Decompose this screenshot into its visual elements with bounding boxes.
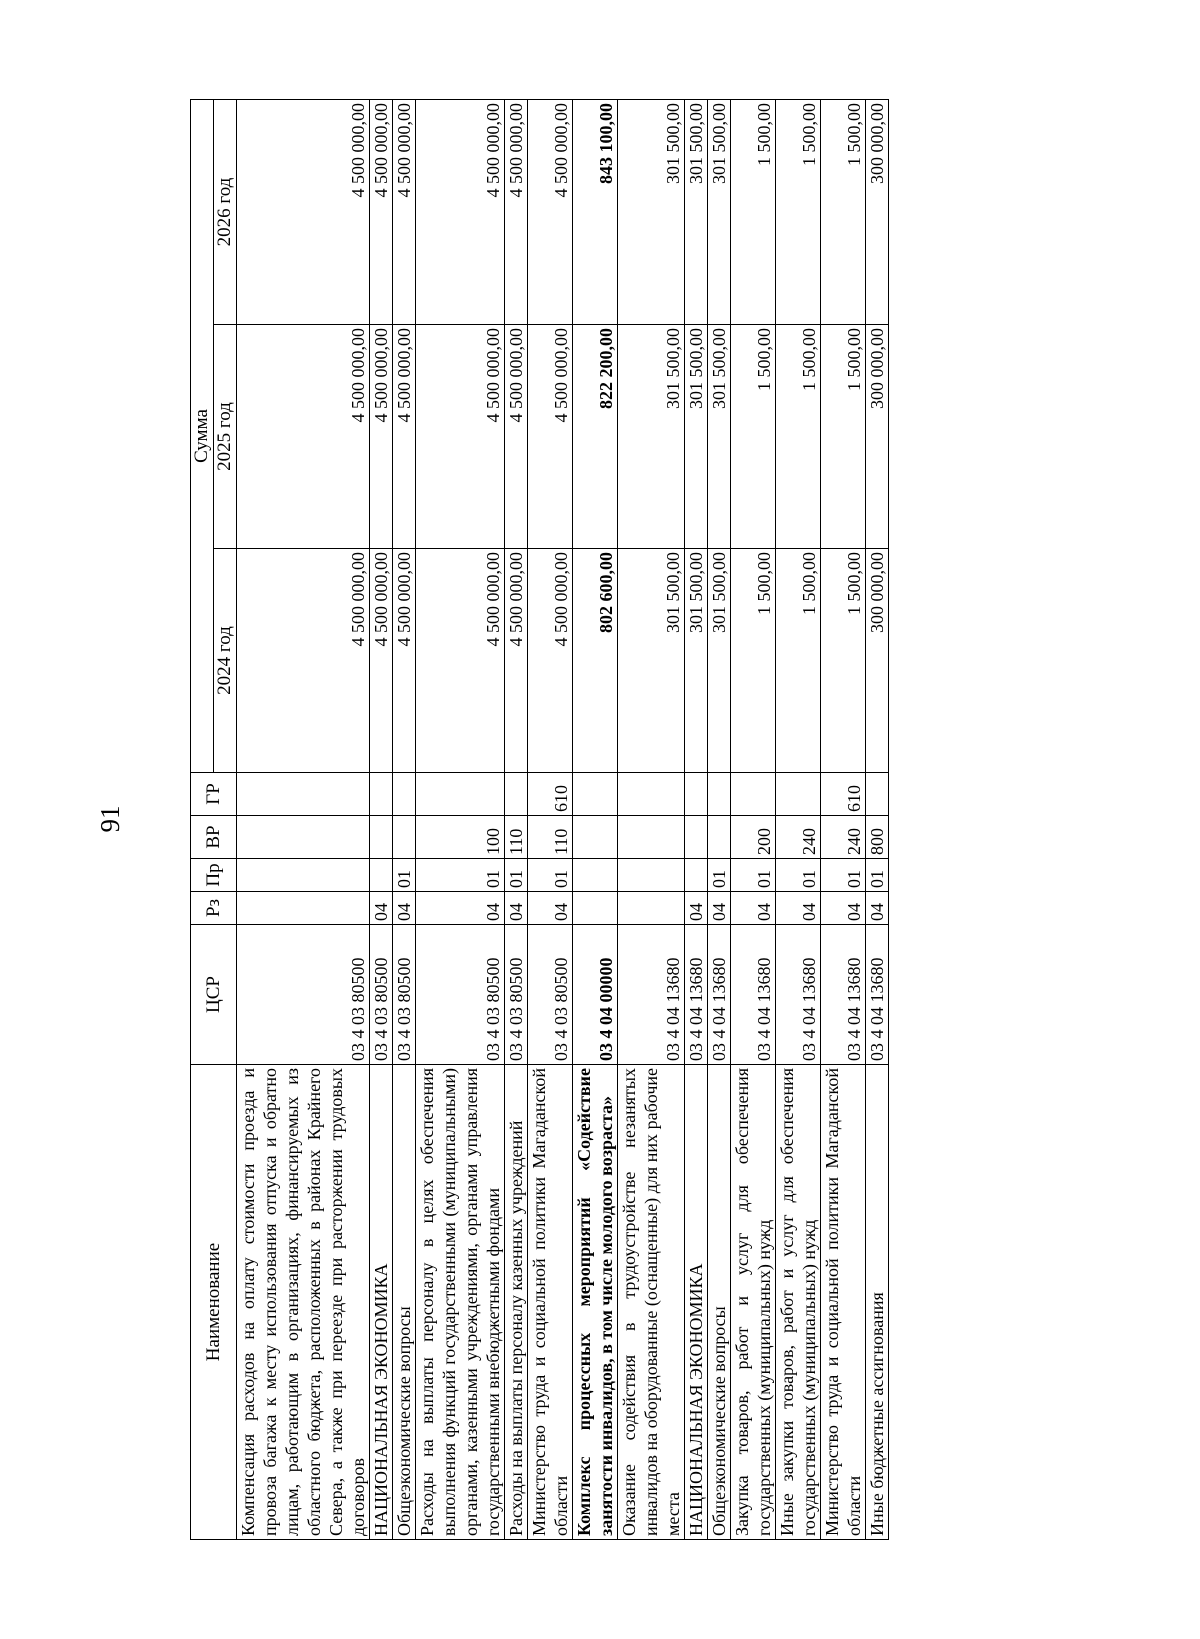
row-vr [618, 816, 685, 859]
row-gr [731, 773, 776, 816]
table-row [370, 99, 393, 1539]
row-name: Оказание содействия в трудоустройстве незанятых инвалидов на оборудованные (оснащенные) для них рабочие места [618, 1065, 685, 1540]
header-2024: 2024 год [214, 549, 237, 773]
row-sum-2025: 4 500 000,00 [393, 325, 416, 549]
table-row [618, 99, 685, 1539]
row-name: Комплекс процессных мероприятий «Содействие занятости инвалидов, в том числе молодого возраста» [573, 1065, 618, 1540]
row-rz: 04 [708, 892, 731, 925]
row-sum-2026: 301 500,00 [685, 99, 708, 324]
row-vr [685, 816, 708, 859]
row-vr: 110 [505, 816, 528, 859]
row-csr: 03 4 04 13680 [708, 925, 731, 1065]
header-name: Наименование [191, 1065, 237, 1540]
row-sum-2024: 301 500,00 [708, 549, 731, 773]
row-sum-2025: 4 500 000,00 [505, 325, 528, 549]
row-sum-2026: 4 500 000,00 [505, 99, 528, 324]
table-row [416, 99, 505, 1539]
row-sum-2026: 4 500 000,00 [528, 99, 573, 324]
row-sum-2024: 4 500 000,00 [370, 549, 393, 773]
row-rz: 04 [866, 892, 889, 925]
row-gr [416, 773, 505, 816]
row-pr [685, 859, 708, 892]
row-sum-2026: 1 500,00 [731, 99, 776, 324]
row-pr: 01 [528, 859, 573, 892]
row-vr: 240 [776, 816, 821, 859]
row-gr [866, 773, 889, 816]
row-gr: 610 [528, 773, 573, 816]
row-rz: 04 [393, 892, 416, 925]
row-sum-2025: 1 500,00 [731, 325, 776, 549]
page-number: 91 [95, 805, 125, 833]
row-vr: 200 [731, 816, 776, 859]
row-sum-2026: 4 500 000,00 [237, 99, 370, 324]
row-name: Министерство труда и социальной политики Магаданской области [528, 1065, 573, 1540]
row-sum-2024: 301 500,00 [618, 549, 685, 773]
row-pr [237, 859, 370, 892]
budget-table [190, 99, 889, 1540]
row-sum-2025: 301 500,00 [685, 325, 708, 549]
row-pr: 01 [821, 859, 866, 892]
row-pr: 01 [393, 859, 416, 892]
row-sum-2026: 1 500,00 [776, 99, 821, 324]
row-csr: 03 4 04 13680 [618, 925, 685, 1065]
row-pr [618, 859, 685, 892]
row-sum-2024: 4 500 000,00 [505, 549, 528, 773]
row-vr: 110 [528, 816, 573, 859]
row-csr: 03 4 03 80500 [505, 925, 528, 1065]
row-csr: 03 4 03 80500 [393, 925, 416, 1065]
row-sum-2025: 822 200,00 [573, 325, 618, 549]
row-sum-2024: 1 500,00 [731, 549, 776, 773]
table-row [821, 99, 866, 1539]
row-sum-2026: 4 500 000,00 [416, 99, 505, 324]
table-header [191, 99, 237, 1539]
row-sum-2025: 4 500 000,00 [370, 325, 393, 549]
row-gr: 610 [821, 773, 866, 816]
row-rz: 04 [731, 892, 776, 925]
row-gr [618, 773, 685, 816]
row-name: НАЦИОНАЛЬНАЯ ЭКОНОМИКА [370, 1065, 393, 1540]
header-sum: Сумма [191, 99, 214, 772]
table-body [237, 99, 889, 1539]
row-pr: 01 [505, 859, 528, 892]
row-csr: 03 4 04 13680 [866, 925, 889, 1065]
row-pr [573, 859, 618, 892]
row-rz: 04 [776, 892, 821, 925]
row-sum-2025: 4 500 000,00 [237, 325, 370, 549]
row-rz: 04 [528, 892, 573, 925]
row-pr: 01 [708, 859, 731, 892]
row-vr: 800 [866, 816, 889, 859]
row-rz [573, 892, 618, 925]
row-gr [685, 773, 708, 816]
row-name: Расходы на выплаты персоналу казенных учреждений [505, 1065, 528, 1540]
row-sum-2025: 300 000,00 [866, 325, 889, 549]
row-sum-2024: 301 500,00 [685, 549, 708, 773]
row-name: Общеэкономические вопросы [708, 1065, 731, 1540]
row-name: НАЦИОНАЛЬНАЯ ЭКОНОМИКА [685, 1065, 708, 1540]
row-rz: 04 [685, 892, 708, 925]
row-gr [370, 773, 393, 816]
row-sum-2024: 802 600,00 [573, 549, 618, 773]
rotated-table-container [190, 100, 1040, 1540]
row-gr [708, 773, 731, 816]
row-name: Иные закупки товаров, работ и услуг для обеспечения государственных (муниципальных) нужд [776, 1065, 821, 1540]
row-vr [370, 816, 393, 859]
row-csr: 03 4 03 80500 [370, 925, 393, 1065]
row-pr: 01 [866, 859, 889, 892]
row-sum-2026: 843 100,00 [573, 99, 618, 324]
row-name: Компенсация расходов на оплату стоимости проезда и провоза багажа к месту использования отпуска и обратно лицам, работающим в организациях, финансируемых из областного бюджета, расположенных в районах Крайнего Севера, а также при переезде при расторжении трудовых договоров [237, 1065, 370, 1540]
row-name: Общеэкономические вопросы [393, 1065, 416, 1540]
row-rz [618, 892, 685, 925]
row-sum-2025: 4 500 000,00 [416, 325, 505, 549]
row-sum-2024: 1 500,00 [821, 549, 866, 773]
row-sum-2024: 4 500 000,00 [393, 549, 416, 773]
row-sum-2025: 1 500,00 [776, 325, 821, 549]
row-sum-2025: 301 500,00 [618, 325, 685, 549]
row-sum-2024: 4 500 000,00 [416, 549, 505, 773]
header-2026: 2026 год [214, 99, 237, 324]
row-sum-2024: 4 500 000,00 [528, 549, 573, 773]
table-row [237, 99, 370, 1539]
row-csr: 03 4 04 13680 [776, 925, 821, 1065]
table-row [505, 99, 528, 1539]
table-row [708, 99, 731, 1539]
table-row [685, 99, 708, 1539]
row-pr: 01 [731, 859, 776, 892]
row-pr: 01 [776, 859, 821, 892]
table-row [731, 99, 776, 1539]
row-pr: 01 [416, 859, 505, 892]
row-sum-2024: 4 500 000,00 [237, 549, 370, 773]
row-csr: 03 4 03 80500 [237, 925, 370, 1065]
row-sum-2026: 1 500,00 [821, 99, 866, 324]
row-sum-2024: 300 000,00 [866, 549, 889, 773]
row-rz: 04 [370, 892, 393, 925]
table-row [528, 99, 573, 1539]
row-csr: 03 4 03 80500 [416, 925, 505, 1065]
row-sum-2026: 301 500,00 [708, 99, 731, 324]
row-sum-2026: 4 500 000,00 [370, 99, 393, 324]
row-gr [776, 773, 821, 816]
table-row [776, 99, 821, 1539]
row-sum-2024: 1 500,00 [776, 549, 821, 773]
row-sum-2025: 1 500,00 [821, 325, 866, 549]
row-pr [370, 859, 393, 892]
header-rz: Рз [191, 892, 237, 925]
row-name: Расходы на выплаты персоналу в целях обеспечения выполнения функций государственными (муниципальными) органами, казенными учреждениями, органами управления государственными внебюджетными фондами [416, 1065, 505, 1540]
row-vr [573, 816, 618, 859]
header-2025: 2025 год [214, 325, 237, 549]
row-csr: 03 4 04 13680 [731, 925, 776, 1065]
row-vr [393, 816, 416, 859]
row-sum-2026: 300 000,00 [866, 99, 889, 324]
row-rz: 04 [505, 892, 528, 925]
row-gr [505, 773, 528, 816]
table-row [573, 99, 618, 1539]
row-name: Иные бюджетные ассигнования [866, 1065, 889, 1540]
row-csr: 03 4 04 13680 [685, 925, 708, 1065]
row-vr [708, 816, 731, 859]
row-name: Министерство труда и социальной политики Магаданской области [821, 1065, 866, 1540]
row-vr: 240 [821, 816, 866, 859]
row-name: Закупка товаров, работ и услуг для обеспечения государственных (муниципальных) нужд [731, 1065, 776, 1540]
header-gr: ГР [191, 773, 237, 816]
header-csr: ЦСР [191, 925, 237, 1065]
row-vr: 100 [416, 816, 505, 859]
row-rz [237, 892, 370, 925]
row-gr [573, 773, 618, 816]
row-csr: 03 4 04 13680 [821, 925, 866, 1065]
row-csr: 03 4 04 00000 [573, 925, 618, 1065]
row-rz: 04 [821, 892, 866, 925]
table-row [393, 99, 416, 1539]
row-gr [393, 773, 416, 816]
row-sum-2025: 301 500,00 [708, 325, 731, 549]
header-vr: ВР [191, 816, 237, 859]
row-sum-2026: 4 500 000,00 [393, 99, 416, 324]
row-sum-2026: 301 500,00 [618, 99, 685, 324]
row-rz: 04 [416, 892, 505, 925]
row-vr [237, 816, 370, 859]
row-gr [237, 773, 370, 816]
table-row [866, 99, 889, 1539]
row-csr: 03 4 03 80500 [528, 925, 573, 1065]
row-sum-2025: 4 500 000,00 [528, 325, 573, 549]
header-pr: Пр [191, 859, 237, 892]
